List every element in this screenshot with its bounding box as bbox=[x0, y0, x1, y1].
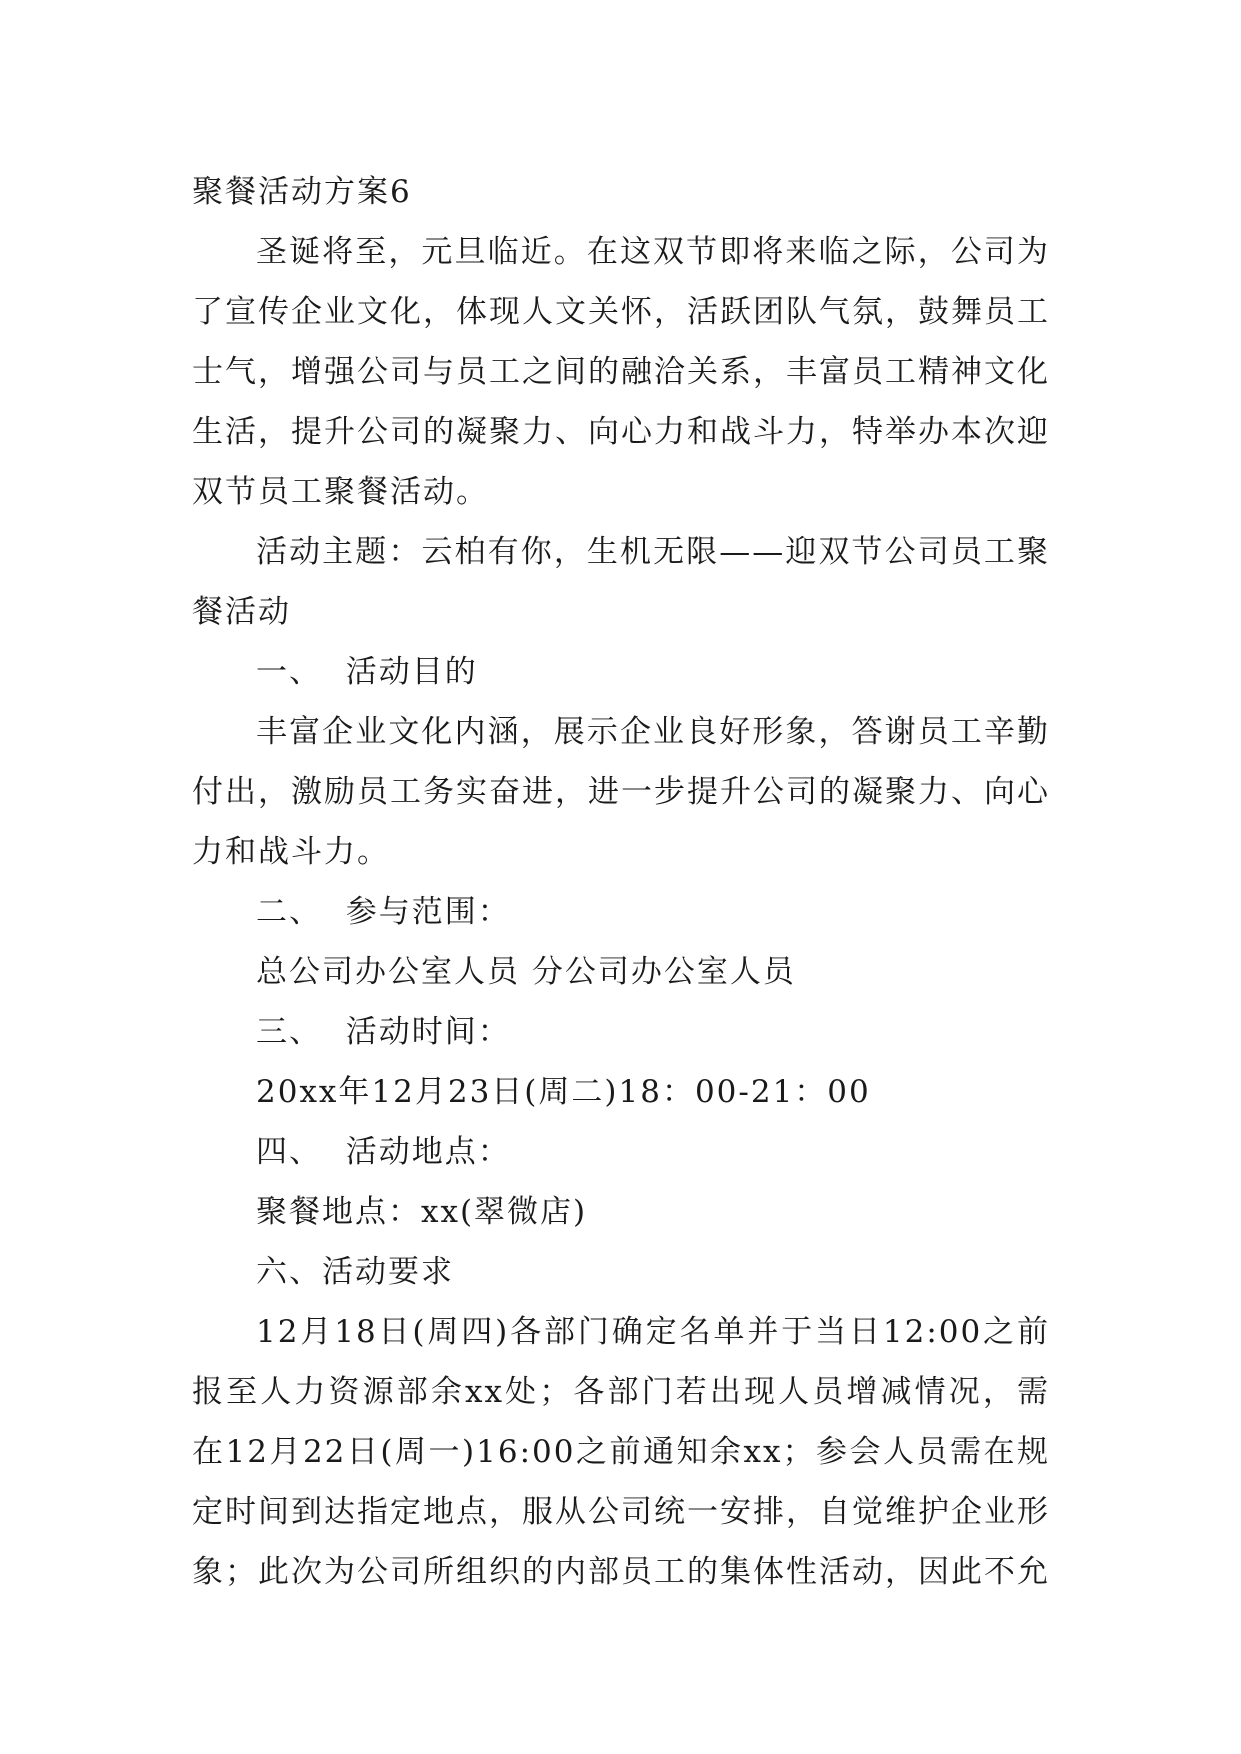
theme-paragraph: 活动主题：云柏有你，生机无限——迎双节公司员工聚餐活动 bbox=[192, 534, 1050, 630]
document-body bbox=[192, 162, 1050, 1602]
section-heading-purpose: 一、 活动目的 bbox=[256, 654, 478, 690]
document-title: 聚餐活动方案6 bbox=[192, 174, 412, 210]
time-paragraph: 20xx年12月23日(周二)18：00-21：00 bbox=[256, 1074, 871, 1110]
section-heading-location: 四、 活动地点： bbox=[256, 1134, 511, 1170]
location-paragraph: 聚餐地点：xx(翠微店) bbox=[256, 1194, 588, 1230]
intro-paragraph: 圣诞将至，元旦临近。在这双节即将来临之际，公司为了宣传企业文化，体现人文关怀，活跃团队气氛，鼓舞员工士气，增强公司与员工之间的融洽关系，丰富员工精神文化生活，提升公司的凝聚力、向心力和战斗力，特举办本次迎双节员工聚餐活动。 bbox=[192, 234, 1050, 510]
section-heading-scope: 二、 参与范围： bbox=[256, 894, 511, 930]
section-heading-requirements: 六、活动要求 bbox=[256, 1254, 454, 1290]
requirements-paragraph: 12月18日(周四)各部门确定名单并于当日12:00之前报至人力资源部余xx处；各部门若出现人员增减情况，需在12月22日(周一)16:00之前通知余xx；参会人员需在规定时间到达指定地点，服从公司统一安排，自觉维护企业形象；此次为公司所组织的内部员工的集体性活动，因此不允 bbox=[192, 1314, 1050, 1590]
purpose-paragraph: 丰富企业文化内涵，展示企业良好形象，答谢员工辛勤付出，激励员工务实奋进，进一步提升公司的凝聚力、向心力和战斗力。 bbox=[192, 714, 1050, 870]
scope-paragraph: 总公司办公室人员 分公司办公室人员 bbox=[256, 954, 796, 990]
section-heading-time: 三、 活动时间： bbox=[256, 1014, 511, 1050]
